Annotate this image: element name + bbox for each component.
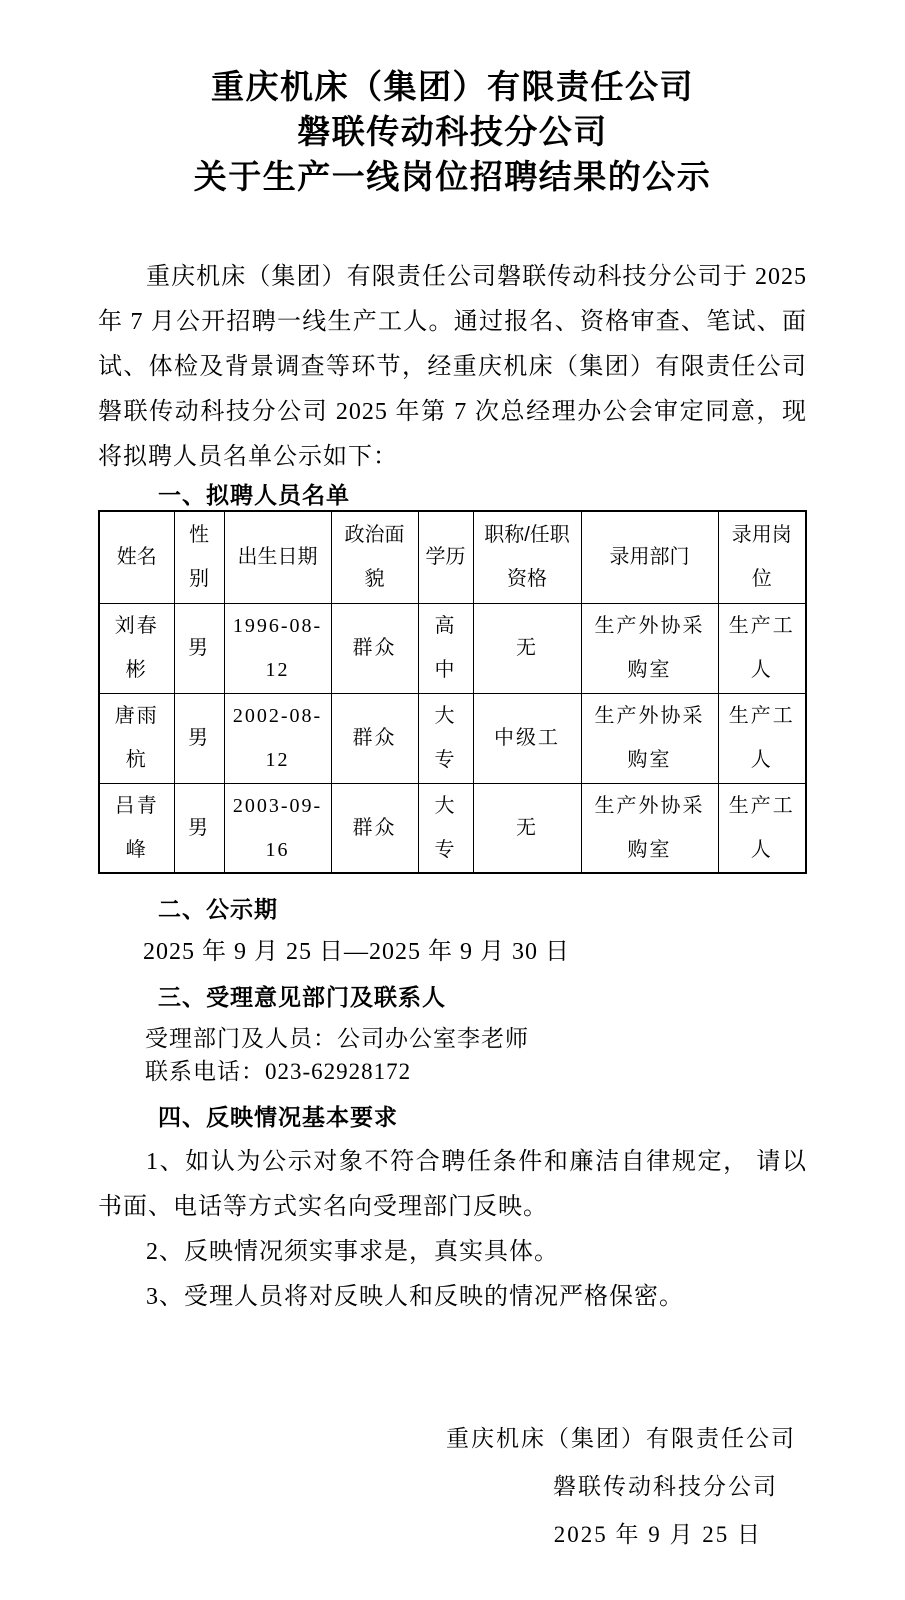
col-header-qualification: 职称/任职资格 <box>473 511 581 603</box>
cell-gender: 男 <box>174 693 224 783</box>
cell-birthdate: 2003-09-16 <box>224 783 331 873</box>
cell-birthdate: 1996-08-12 <box>224 603 331 693</box>
table-row <box>99 603 806 693</box>
col-header-name: 姓名 <box>99 511 174 603</box>
cell-education: 高中 <box>418 603 473 693</box>
cell-political-status: 群众 <box>331 693 418 783</box>
document-title <box>0 66 905 201</box>
section-4-heading: 四、反映情况基本要求 <box>158 1104 398 1130</box>
requirement-item-1: 1、如认为公示对象不符合聘任条件和廉洁自律规定， 请以书面、电话等方式实名向受理部门反映。 <box>98 1149 807 1220</box>
col-header-education: 学历 <box>418 511 473 603</box>
cell-department: 生产外协采购室 <box>581 693 718 783</box>
table-row <box>99 783 806 873</box>
table-row <box>99 693 806 783</box>
col-header-gender: 性别 <box>174 511 224 603</box>
signature-block <box>98 1415 807 1559</box>
col-header-department: 录用部门 <box>581 511 718 603</box>
requirement-item-2: 2、反映情况须实事求是，真实具体。 <box>146 1239 559 1265</box>
cell-qualification: 无 <box>473 603 581 693</box>
cell-birthdate: 2002-08-12 <box>224 693 331 783</box>
cell-position: 生产工人 <box>718 693 806 783</box>
cell-qualification: 无 <box>473 783 581 873</box>
contact-phone: 联系电话：023-62928172 <box>145 1059 412 1084</box>
cell-position: 生产工人 <box>718 783 806 873</box>
publicity-period: 2025 年 9 月 25 日—2025 年 9 月 30 日 <box>143 939 570 965</box>
cell-gender: 男 <box>174 783 224 873</box>
col-header-political-status: 政治面貌 <box>331 511 418 603</box>
cell-gender: 男 <box>174 603 224 693</box>
col-header-position: 录用岗位 <box>718 511 806 603</box>
cell-department: 生产外协采购室 <box>581 603 718 693</box>
cell-education: 大专 <box>418 693 473 783</box>
contact-block <box>98 1022 807 1088</box>
cell-education: 大专 <box>418 783 473 873</box>
table-header-row <box>99 511 806 603</box>
section-1-heading: 一、拟聘人员名单 <box>158 482 350 508</box>
signature-date: 2025 年 9 月 25 日 <box>553 1522 762 1547</box>
section-3-heading: 三、受理意见部门及联系人 <box>158 984 446 1010</box>
contact-department: 受理部门及人员：公司办公室李老师 <box>145 1026 529 1051</box>
candidates-table <box>98 510 807 874</box>
section-2-heading: 二、公示期 <box>158 896 278 922</box>
requirement-item-3: 3、受理人员将对反映人和反映的情况严格保密。 <box>146 1284 684 1310</box>
cell-department: 生产外协采购室 <box>581 783 718 873</box>
title-line-1: 重庆机床（集团）有限责任公司 <box>211 70 694 106</box>
cell-political-status: 群众 <box>331 783 418 873</box>
cell-name: 刘春彬 <box>99 603 174 693</box>
title-line-3: 关于生产一线岗位招聘结果的公示 <box>193 160 712 196</box>
requirements-list <box>0 1140 905 1320</box>
cell-position: 生产工人 <box>718 603 806 693</box>
signature-company-line-2: 磐联传动科技分公司 <box>553 1474 778 1499</box>
cell-qualification: 中级工 <box>473 693 581 783</box>
title-line-2: 磐联传动科技分公司 <box>297 115 608 151</box>
intro-paragraph: 重庆机床（集团）有限责任公司磐联传动科技分公司于 2025 年 7 月公开招聘一线生产工人。通过报名、资格审查、笔试、面试、体检及背景调查等环节，经重庆机床（集团）有限责任公司磐联传动科技分公司 2025 年第 7 次总经理办公会审定同意，现将拟聘人员名单公示如下： <box>98 264 807 470</box>
cell-name: 唐雨杭 <box>99 693 174 783</box>
col-header-birthdate: 出生日期 <box>224 511 331 603</box>
cell-name: 吕青峰 <box>99 783 174 873</box>
cell-political-status: 群众 <box>331 603 418 693</box>
signature-company-line-1: 重庆机床（集团）有限责任公司 <box>446 1426 796 1451</box>
